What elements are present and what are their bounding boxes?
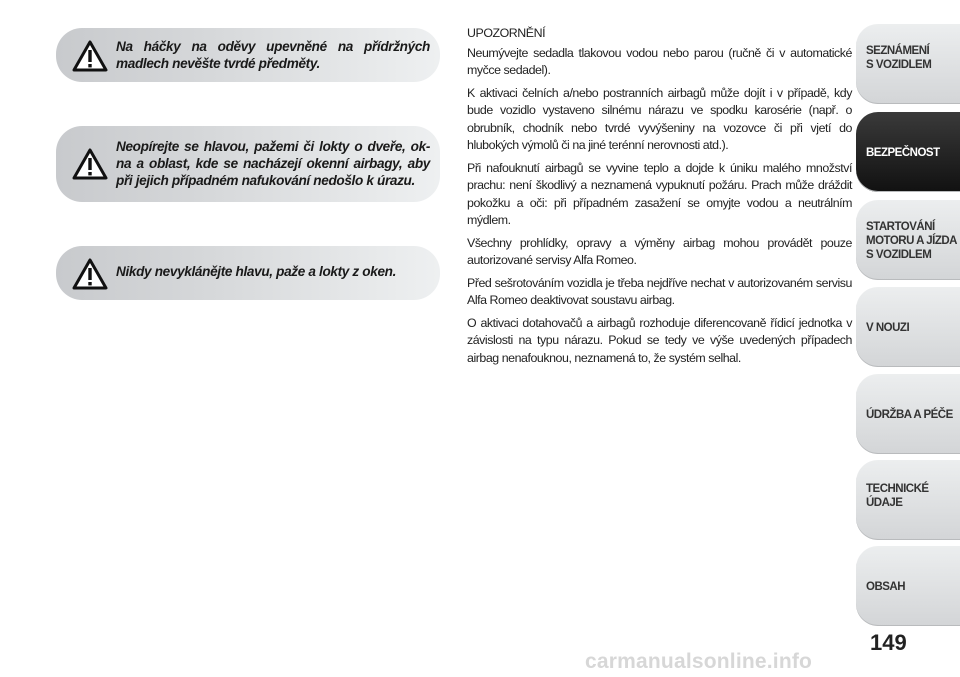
tab-seznameni[interactable] xyxy=(856,24,960,104)
tab-label: ÚDRŽBA A PÉČE xyxy=(866,409,953,421)
notice-paragraph: K aktivaci čelních a/nebo postranních airbagů může dojít i v případě, kdy bude vozidlo vystaveno silnému nárazu ve spodku karosérie (např. o obrubník, chodník nebo tvrdé vyvýšeniny na vozovce či při vjetí do hlubokých výmolů či na jiné terénní nerovnosti atd.). xyxy=(467,85,852,152)
tab-technicke-udaje[interactable] xyxy=(856,460,960,540)
tab-v-nouzi[interactable] xyxy=(856,287,960,367)
tab-bezpecnost[interactable] xyxy=(856,112,960,192)
warning-triangle-icon xyxy=(72,148,108,180)
tab-startovani[interactable] xyxy=(856,200,960,280)
warning-text: Neopírejte se hlavou, pažemi či lokty o dveře, ok-na a oblast, kde se nacházejí okenní airbagy, aby při jejich případném nafukování nedošlo k úrazu. xyxy=(116,139,430,188)
tab-udrzba[interactable] xyxy=(856,374,960,454)
warning-text: Na háčky na oděvy upevněné na přídržných madlech nevěšte tvrdé předměty. xyxy=(116,39,430,71)
watermark-text: carmanualsonline.info xyxy=(585,650,813,673)
notice-heading: UPOZORNĚNÍ xyxy=(467,26,546,40)
warning-box-hooks xyxy=(56,28,440,82)
tab-label: TECHNICKÉ ÚDAJE xyxy=(866,483,929,509)
warning-triangle-icon xyxy=(72,40,108,72)
tab-label: STARTOVÁNÍ MOTORU A JÍZDA S VOZIDLEM xyxy=(866,221,957,261)
notice-paragraph: Všechny prohlídky, opravy a výměny airbag mohou provádět pouze autorizované servisy Alfa Romeo. xyxy=(467,235,852,267)
page-number: 149 xyxy=(870,630,907,655)
notice-paragraph: Neumývejte sedadla tlakovou vodou nebo parou (ručně či v automatické myčce sedadel). xyxy=(467,45,852,77)
tab-label: OBSAH xyxy=(866,581,906,593)
tab-label: BEZPEČNOST xyxy=(866,147,940,159)
notice-paragraph: O aktivaci dotahovačů a airbagů rozhoduje diferencovaně řídicí jednotka v závislosti na typu nárazu. Pokud se tedy ve výše uvedených případech airbag nenafouknou, neznamená to, že systém selhal. xyxy=(467,315,852,365)
tab-label: V NOUZI xyxy=(866,322,910,334)
notice-section xyxy=(467,25,852,372)
notice-paragraph: Před sešrotováním vozidla je třeba nejdříve nechat v autorizovaném servisu Alfa Romeo deaktivovat soustavu airbag. xyxy=(467,275,852,307)
warning-text: Nikdy nevyklánějte hlavu, paže a lokty z oken. xyxy=(116,264,397,279)
warning-box-lean xyxy=(56,126,440,202)
tab-label: SEZNÁMENÍ S VOZIDLEM xyxy=(866,45,932,71)
notice-paragraph: Při nafouknutí airbagů se vyvine teplo a dojde k úniku malého množství prachu: není škodlivý a neznamená vypuknutí požáru. Prach může dráždit pokožku a oči: při případném zasažení se omyjte vodou a neutrálním mýdlem. xyxy=(467,160,852,227)
warning-triangle-icon xyxy=(72,258,108,290)
warning-box-windows xyxy=(56,246,440,300)
tab-obsah[interactable] xyxy=(856,546,960,626)
